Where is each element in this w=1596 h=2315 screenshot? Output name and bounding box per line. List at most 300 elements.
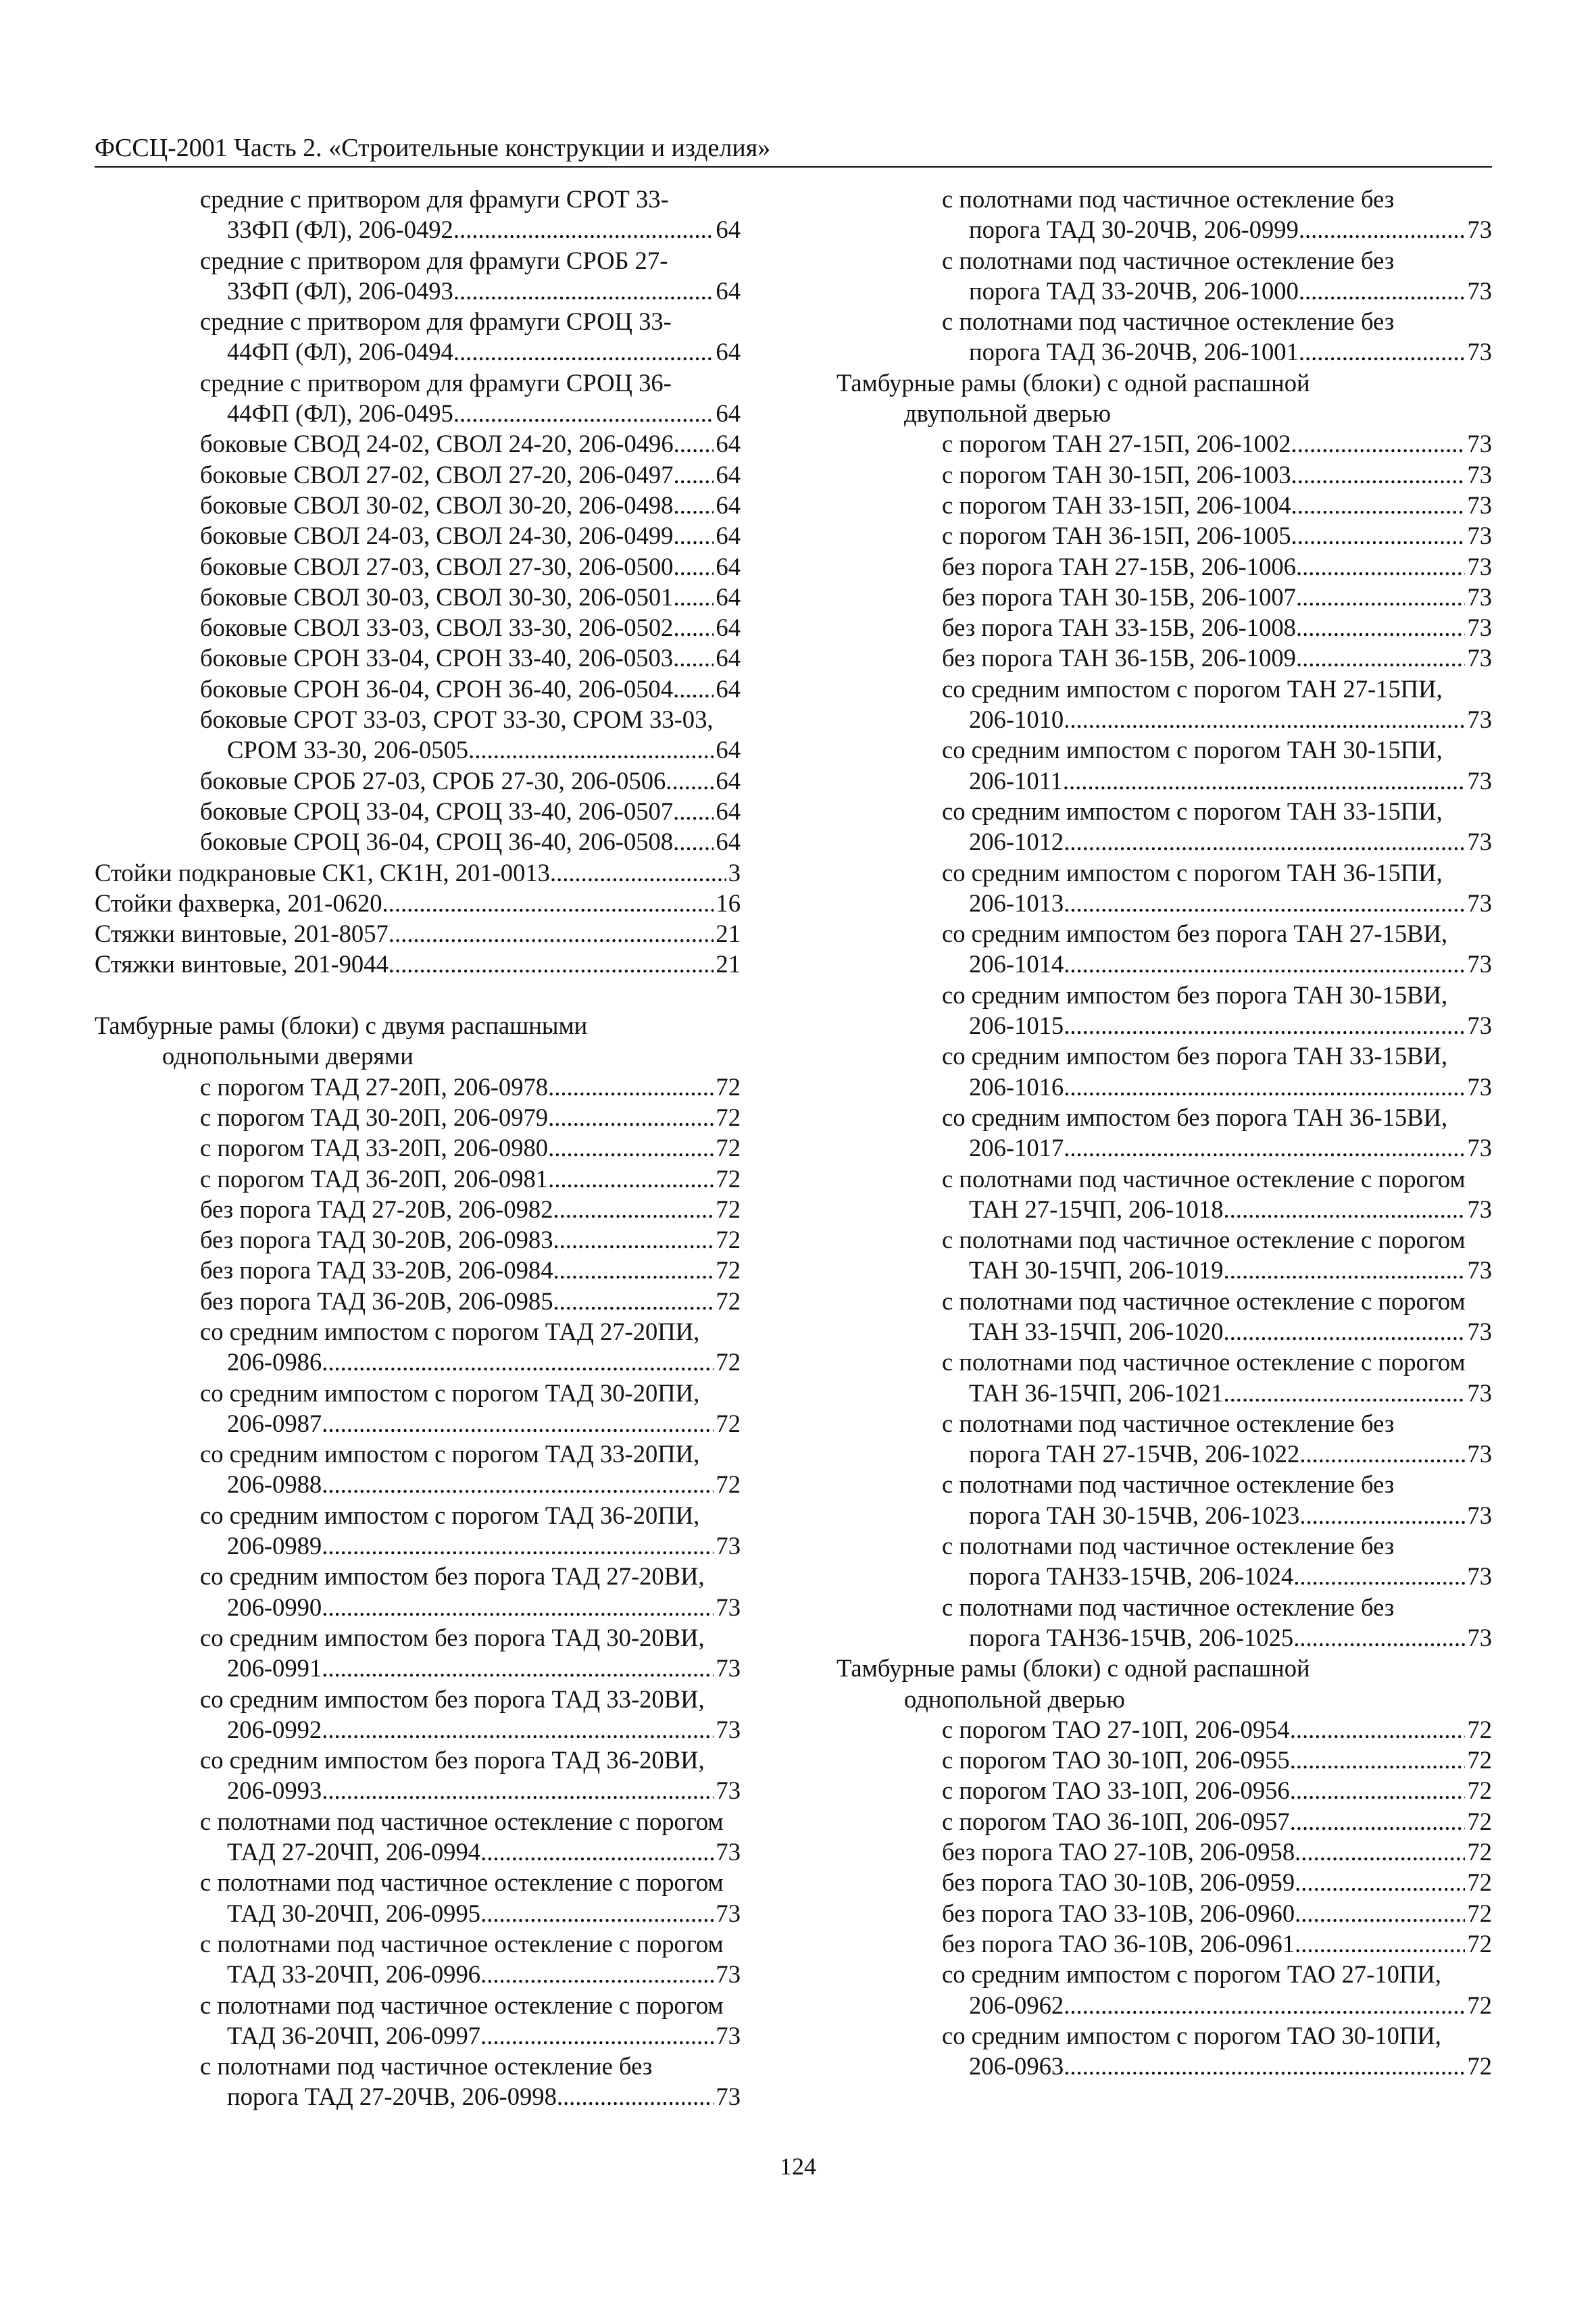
entry-text: с порогом ТАД 30-20П, 206-0979	[200, 1103, 549, 1131]
index-entry-lead: с полотнами под частичное остекление с порогом	[942, 1287, 1466, 1315]
leader-dots	[1290, 1806, 1466, 1837]
leader-dots	[548, 1164, 714, 1194]
entry-text: без порога ТАД 36-20В, 206-0985	[200, 1287, 553, 1315]
entry-page: 73	[1467, 430, 1492, 458]
index-entry-lead: с полотнами под частичное остекление с порогом	[200, 1868, 724, 1897]
leader-dots	[666, 766, 714, 796]
index-entry	[837, 1837, 1492, 1867]
index-entry-lead: со средним импостом без порога ТАД 36-20ВИ,	[200, 1746, 705, 1774]
index-entry	[837, 766, 1492, 796]
leader-dots	[1299, 214, 1466, 245]
leader-dots	[480, 1898, 714, 1928]
entry-page: 73	[1467, 1256, 1492, 1285]
entry-text: ТАН 27-15ЧП, 206-1018	[969, 1195, 1224, 1223]
entry-text: с порогом ТАО 33-10П, 206-0956	[942, 1776, 1290, 1805]
entry-page: 72	[716, 1470, 741, 1499]
entry-text: боковые СРОЦ 33-04, СРОЦ 33-40, 206-0507	[200, 797, 674, 825]
leader-dots	[1290, 1775, 1466, 1806]
entry-page: 72	[716, 1348, 741, 1376]
index-entry	[95, 949, 741, 979]
index-entry-lead: со средним импостом с порогом ТАО 27-10ПИ,	[942, 1960, 1441, 1989]
entry-page: 72	[716, 1164, 741, 1193]
entry-text: без порога ТАО 36-10В, 206-0961	[942, 1929, 1295, 1958]
entry-text: 206-1012	[969, 828, 1064, 856]
leader-dots	[1064, 1990, 1465, 2020]
entry-page: 3	[728, 858, 741, 887]
leader-dots	[1290, 1745, 1466, 1775]
index-entry	[837, 214, 1492, 245]
leader-dots	[480, 2020, 714, 2051]
leader-dots	[673, 490, 714, 520]
entry-page: 73	[1467, 1562, 1492, 1591]
leader-dots	[673, 459, 714, 490]
index-entry	[95, 459, 741, 490]
leader-dots	[553, 1255, 714, 1285]
index-entry	[837, 1775, 1492, 1806]
leader-dots	[1291, 459, 1466, 490]
index-entry	[837, 1439, 1492, 1469]
leader-dots	[1299, 276, 1466, 306]
leader-dots	[1064, 826, 1465, 857]
index-entry-lead: со средним импостом без порога ТАД 27-20ВИ,	[200, 1562, 705, 1591]
leader-dots	[1293, 1622, 1465, 1653]
entry-page: 64	[716, 276, 741, 305]
entry-page: 72	[1467, 1899, 1492, 1927]
entry-page: 73	[1467, 614, 1492, 642]
entry-page: 73	[1467, 582, 1492, 611]
entry-text: с порогом ТАН 33-15П, 206-1004	[942, 491, 1291, 519]
leader-dots	[480, 1837, 714, 1867]
index-entry	[95, 214, 741, 245]
leader-dots	[550, 857, 726, 888]
index-entry	[95, 1102, 741, 1132]
entry-page: 64	[716, 216, 741, 244]
index-entry	[837, 1714, 1492, 1745]
entry-page: 72	[716, 1287, 741, 1315]
leader-dots	[322, 1469, 714, 1499]
entry-page: 73	[716, 1838, 741, 1866]
entry-page: 73	[1467, 1072, 1492, 1101]
leader-dots	[673, 551, 714, 582]
entry-page: 73	[716, 1715, 741, 1743]
leader-dots	[1299, 1500, 1465, 1530]
leader-dots	[553, 1286, 714, 1316]
entry-text: ТАН 30-15ЧП, 206-1019	[969, 1256, 1224, 1285]
index-column-left	[95, 184, 741, 2112]
index-entry-lead: со средним импостом с порогом ТАД 27-20ПИ,	[200, 1317, 700, 1345]
index-entry-lead: со средним импостом с порогом ТАД 36-20ПИ,	[200, 1501, 700, 1529]
entry-text: без порога ТАО 33-10В, 206-0960	[942, 1899, 1295, 1927]
entry-text: 206-0990	[227, 1593, 322, 1621]
leader-dots	[389, 918, 714, 949]
index-entry-lead: с полотнами под частичное остекление без	[942, 307, 1395, 336]
entry-page: 73	[716, 2083, 741, 2111]
index-entry	[837, 1010, 1492, 1041]
index-entry-lead: со средним импостом с порогом ТАН 27-15ПИ,	[942, 674, 1443, 703]
entry-text: без порога ТАО 27-10В, 206-0958	[942, 1838, 1295, 1866]
leader-dots	[480, 1959, 714, 1989]
entry-text: 206-0986	[227, 1348, 322, 1376]
index-entry	[95, 1408, 741, 1439]
leader-dots	[673, 674, 714, 704]
entry-text: без порога ТАД 27-20В, 206-0982	[200, 1195, 553, 1223]
index-entry	[837, 1132, 1492, 1163]
leader-dots	[548, 1132, 714, 1163]
index-entry-lead: средние с притвором для фрамуги СРОЦ 36-	[200, 368, 672, 397]
entry-text: с порогом ТАН 27-15П, 206-1002	[942, 430, 1291, 458]
entry-text: порога ТАН33-15ЧВ, 206-1024	[969, 1562, 1294, 1591]
entry-text: 206-1015	[969, 1012, 1064, 1040]
entry-page: 73	[1467, 552, 1492, 580]
entry-page: 73	[1467, 491, 1492, 519]
entry-page: 72	[1467, 1807, 1492, 1835]
entry-page: 73	[1467, 1134, 1492, 1162]
leader-dots	[1064, 949, 1465, 979]
index-entry	[95, 337, 741, 367]
index-entry	[95, 1286, 741, 1316]
leader-dots	[453, 276, 714, 306]
entry-text: Стойки подкрановые СК1, СК1Н, 201-0013	[95, 858, 550, 887]
index-entry-lead: с полотнами под частичное остекление с порогом	[200, 1991, 724, 2019]
entry-text: ТАД 33-20ЧП, 206-0996	[227, 1960, 481, 1989]
entry-page: 64	[716, 430, 741, 458]
index-entry-lead: со средним импостом без порога ТАН 30-15ВИ,	[942, 980, 1448, 1009]
leader-dots	[322, 1530, 714, 1561]
index-entry	[95, 1347, 741, 1377]
index-entry	[837, 1867, 1492, 1897]
entry-text: с порогом ТАН 30-15П, 206-1003	[942, 460, 1291, 489]
index-entry	[95, 1959, 741, 1989]
index-entry-lead: с полотнами под частичное остекление без	[942, 185, 1395, 213]
index-entry-lead: со средним импостом с порогом ТАО 30-10ПИ,	[942, 2021, 1441, 2049]
leader-dots	[382, 888, 714, 918]
section-gap	[95, 980, 741, 1010]
leader-dots	[1296, 551, 1465, 582]
entry-page: 72	[716, 1134, 741, 1162]
entry-text: СРОМ 33-30, 206-0505	[227, 736, 469, 764]
index-entry	[837, 337, 1492, 367]
entry-text: 206-0989	[227, 1532, 322, 1560]
leader-dots	[673, 612, 714, 643]
entry-text: боковые СРОБ 27-03, СРОБ 27-30, 206-0506	[200, 766, 666, 795]
entry-text: 206-0988	[227, 1470, 322, 1499]
index-entry-lead: с полотнами под частичное остекление без	[942, 246, 1395, 274]
index-entry-lead: с полотнами под частичное остекление без	[942, 1470, 1395, 1499]
entry-page: 72	[716, 1226, 741, 1254]
entry-text: боковые СВОЛ 27-03, СВОЛ 27-30, 206-0500	[200, 552, 674, 580]
entry-text: порога ТАД 27-20ЧВ, 206-0998	[227, 2083, 557, 2111]
entry-text: без порога ТАО 30-10В, 206-0959	[942, 1868, 1295, 1897]
leader-dots	[322, 1653, 714, 1683]
index-entry	[95, 735, 741, 765]
entry-page: 73	[1467, 1623, 1492, 1651]
index-entry	[95, 612, 741, 643]
entry-text: боковые СРОН 36-04, СРОН 36-40, 206-0504	[200, 674, 674, 703]
index-entry-lead: со средним импостом с порогом ТАН 33-15ПИ,	[942, 797, 1443, 825]
entry-text: ТАН 36-15ЧП, 206-1021	[969, 1378, 1224, 1407]
entry-page: 73	[1467, 338, 1492, 366]
leader-dots	[1296, 582, 1465, 612]
index-entry	[95, 520, 741, 551]
index-entry	[95, 2020, 741, 2051]
entry-page: 73	[716, 1593, 741, 1621]
leader-dots	[1224, 1255, 1466, 1285]
entry-page: 64	[716, 797, 741, 825]
entry-text: боковые СРОЦ 36-04, СРОЦ 36-40, 206-0508	[200, 828, 674, 856]
index-entry	[95, 1837, 741, 1867]
index-entry-lead: средние с притвором для фрамуги СРОБ 27-	[200, 246, 668, 274]
index-entry-lead: со средним импостом с порогом ТАД 33-20ПИ,	[200, 1440, 700, 1468]
leader-dots	[1064, 888, 1465, 918]
index-entry	[95, 1714, 741, 1745]
index-entry	[837, 704, 1492, 735]
leader-dots	[1064, 2051, 1465, 2081]
index-entry	[95, 796, 741, 826]
leader-dots	[453, 398, 714, 428]
entry-page: 73	[1467, 889, 1492, 917]
index-entry	[95, 1194, 741, 1224]
entry-page: 73	[1467, 276, 1492, 305]
entry-page: 73	[1467, 522, 1492, 550]
entry-text: 44ФП (ФЛ), 206-0494	[227, 338, 453, 366]
index-entry	[95, 1898, 741, 1928]
leader-dots	[553, 1224, 714, 1255]
index-entry	[837, 888, 1492, 918]
entry-text: без порога ТАД 30-20В, 206-0983	[200, 1226, 553, 1254]
leader-dots	[1295, 1837, 1465, 1867]
index-entry	[95, 1255, 741, 1285]
entry-text: ТАД 36-20ЧП, 206-0997	[227, 2021, 481, 2049]
entry-page: 64	[716, 522, 741, 550]
page-number: 124	[780, 2153, 816, 2180]
entry-text: боковые СРОН 33-04, СРОН 33-40, 206-0503	[200, 644, 674, 672]
index-entry	[837, 582, 1492, 612]
entry-text: 206-1010	[969, 705, 1064, 734]
index-entry-lead: с полотнами под частичное остекление с порогом	[942, 1226, 1466, 1254]
leader-dots	[1064, 1010, 1465, 1041]
entry-text: 33ФП (ФЛ), 206-0493	[227, 276, 453, 305]
leader-dots	[674, 428, 714, 459]
entry-text: с порогом ТАО 36-10П, 206-0957	[942, 1807, 1290, 1835]
leader-dots	[548, 1072, 714, 1102]
index-entry	[837, 551, 1492, 582]
entry-page: 73	[716, 2021, 741, 2049]
entry-text: 206-1011	[969, 766, 1063, 795]
leader-dots	[1293, 1561, 1465, 1591]
entry-page: 73	[1467, 950, 1492, 978]
entry-page: 73	[1467, 1501, 1492, 1529]
entry-text: порога ТАД 30-20ЧВ, 206-0999	[969, 216, 1299, 244]
entry-page: 73	[1467, 460, 1492, 489]
leader-dots	[1224, 1378, 1466, 1408]
leader-dots	[673, 826, 714, 857]
entry-page: 73	[1467, 644, 1492, 672]
entry-page: 73	[1467, 1440, 1492, 1468]
index-entry	[95, 857, 741, 888]
leader-dots	[1295, 1867, 1465, 1897]
entry-text: Стойки фахверка, 201-0620	[95, 889, 382, 917]
index-entry	[95, 276, 741, 306]
header-rule	[95, 166, 1492, 168]
index-entry-lead: со средним импостом без порога ТАН 33-15ВИ,	[942, 1042, 1448, 1070]
entry-text: боковые СВОЛ 27-02, СВОЛ 27-20, 206-0497	[200, 460, 674, 489]
entry-text: порога ТАН 27-15ЧВ, 206-1022	[969, 1440, 1300, 1468]
entry-text: с порогом ТАО 27-10П, 206-0954	[942, 1715, 1290, 1743]
index-entry-lead: с полотнами под частичное остекление без	[942, 1409, 1395, 1437]
leader-dots	[673, 582, 714, 612]
entry-text: 206-0962	[969, 1991, 1064, 2019]
index-entry-lead: со средним импостом с порогом ТАД 30-20ПИ,	[200, 1378, 700, 1407]
index-entry	[95, 888, 741, 918]
entry-page: 73	[716, 1532, 741, 1560]
index-entry	[95, 582, 741, 612]
index-entry	[95, 2081, 741, 2112]
entry-text: боковые СВОД 24-02, СВОЛ 24-20, 206-0496	[200, 430, 674, 458]
leader-dots	[1064, 1072, 1465, 1102]
leader-dots	[1299, 337, 1466, 367]
entry-page: 73	[1467, 216, 1492, 244]
leader-dots	[1064, 704, 1465, 735]
entry-text: 206-1016	[969, 1072, 1064, 1101]
leader-dots	[1296, 643, 1465, 673]
entry-text: 33ФП (ФЛ), 206-0492	[227, 216, 453, 244]
entry-text: с порогом ТАН 36-15П, 206-1005	[942, 522, 1291, 550]
index-heading: Тамбурные рамы (блоки) с одной распашной	[837, 368, 1310, 397]
index-entry-lead: средние с притвором для фрамуги СРОТ 33-	[200, 185, 669, 213]
leader-dots	[1295, 1928, 1465, 1959]
entry-page: 64	[716, 552, 741, 580]
entry-text: боковые СВОЛ 33-03, СВОЛ 33-30, 206-0502	[200, 614, 674, 642]
entry-page: 64	[716, 399, 741, 428]
leader-dots	[553, 1194, 714, 1224]
leader-dots	[1224, 1316, 1466, 1347]
entry-text: без порога ТАН 33-15В, 206-1008	[942, 614, 1296, 642]
entry-text: боковые СВОЛ 24-03, СВОЛ 24-30, 206-0499	[200, 522, 674, 550]
leader-dots	[1291, 428, 1466, 459]
index-entry	[95, 643, 741, 673]
index-entry-lead: с полотнами под частичное остекление без	[200, 2052, 653, 2081]
entry-text: Стяжки винтовые, 201-8057	[95, 920, 389, 948]
entry-text: порога ТАН 30-15ЧВ, 206-1023	[969, 1501, 1300, 1529]
entry-page: 73	[716, 1776, 741, 1805]
index-entry	[837, 490, 1492, 520]
entry-text: без порога ТАД 33-20В, 206-0984	[200, 1256, 553, 1285]
index-entry	[95, 551, 741, 582]
leader-dots	[673, 796, 714, 826]
entry-text: без порога ТАН 27-15В, 206-1006	[942, 552, 1296, 580]
leader-dots	[1291, 520, 1466, 551]
leader-dots	[322, 1592, 714, 1622]
index-entry	[95, 1132, 741, 1163]
leader-dots	[453, 214, 714, 245]
index-entry	[837, 949, 1492, 979]
entry-page: 64	[716, 491, 741, 519]
leader-dots	[389, 949, 714, 979]
index-entry	[95, 1775, 741, 1806]
entry-page: 72	[1467, 1838, 1492, 1866]
index-entry	[837, 1194, 1492, 1224]
entry-page: 72	[716, 1103, 741, 1131]
entry-page: 64	[716, 736, 741, 764]
leader-dots	[322, 1775, 714, 1806]
entry-text: с порогом ТАД 33-20П, 206-0980	[200, 1134, 549, 1162]
index-entry-lead: со средним импостом с порогом ТАН 36-15ПИ,	[942, 858, 1443, 887]
index-entry	[95, 826, 741, 857]
index-entry-lead: с полотнами под частичное остекление с порогом	[942, 1164, 1466, 1193]
entry-text: без порога ТАН 36-15В, 206-1009	[942, 644, 1296, 672]
leader-dots	[1224, 1194, 1466, 1224]
entry-text: порога ТАД 33-20ЧВ, 206-1000	[969, 276, 1299, 305]
entry-text: ТАН 33-15ЧП, 206-1020	[969, 1317, 1224, 1345]
entry-page: 72	[1467, 1746, 1492, 1774]
index-entry	[95, 398, 741, 428]
index-entry	[837, 1378, 1492, 1408]
entry-page: 64	[716, 582, 741, 611]
entry-text: порога ТАД 36-20ЧВ, 206-1001	[969, 338, 1299, 366]
leader-dots	[322, 1347, 714, 1377]
entry-page: 72	[1467, 1929, 1492, 1958]
entry-page: 73	[1467, 766, 1492, 795]
entry-page: 72	[716, 1409, 741, 1437]
entry-page: 72	[1467, 1868, 1492, 1897]
index-entry	[837, 1255, 1492, 1285]
entry-page: 73	[716, 1654, 741, 1683]
index-entry	[95, 1653, 741, 1683]
leader-dots	[1296, 612, 1465, 643]
index-entry	[837, 643, 1492, 673]
entry-text: 206-0992	[227, 1715, 322, 1743]
index-entry	[95, 1469, 741, 1499]
index-entry	[95, 1530, 741, 1561]
entry-text: 206-0963	[969, 2052, 1064, 2081]
index-entry	[837, 1316, 1492, 1347]
index-entry	[837, 1990, 1492, 2020]
entry-page: 73	[1467, 1012, 1492, 1040]
entry-page: 64	[716, 614, 741, 642]
index-entry	[837, 276, 1492, 306]
entry-page: 72	[1467, 1776, 1492, 1805]
entry-page: 64	[716, 338, 741, 366]
entry-text: 44ФП (ФЛ), 206-0495	[227, 399, 453, 428]
entry-page: 21	[716, 950, 741, 978]
entry-text: с порогом ТАД 36-20П, 206-0981	[200, 1164, 549, 1193]
leader-dots	[453, 337, 714, 367]
index-entry	[837, 428, 1492, 459]
index-heading: двупольной дверью	[904, 399, 1112, 428]
entry-text: с порогом ТАД 27-20П, 206-0978	[200, 1072, 549, 1101]
entry-page: 73	[1467, 1195, 1492, 1223]
index-entry-lead: боковые СРОТ 33-03, СРОТ 33-30, СРОМ 33-03,	[200, 705, 714, 734]
leader-dots	[673, 643, 714, 673]
entry-page: 72	[1467, 1991, 1492, 2019]
running-header: ФССЦ-2001 Часть 2. «Строительные конструкции и изделия»	[95, 134, 771, 162]
index-entry-lead: со средним импостом без порога ТАН 27-15ВИ,	[942, 920, 1448, 948]
leader-dots	[548, 1102, 714, 1132]
entry-text: боковые СВОЛ 30-02, СВОЛ 30-20, 206-0498	[200, 491, 674, 519]
leader-dots	[1290, 1714, 1466, 1745]
index-entry	[837, 2051, 1492, 2081]
entry-page: 72	[716, 1195, 741, 1223]
entry-text: 206-0993	[227, 1776, 322, 1805]
entry-text: Стяжки винтовые, 201-9044	[95, 950, 389, 978]
leader-dots	[1063, 766, 1466, 796]
entry-page: 64	[716, 674, 741, 703]
index-entry	[837, 1898, 1492, 1928]
entry-text: 206-1017	[969, 1134, 1064, 1162]
entry-page: 73	[716, 1899, 741, 1927]
leader-dots	[1064, 1132, 1465, 1163]
entry-page: 73	[1467, 705, 1492, 734]
